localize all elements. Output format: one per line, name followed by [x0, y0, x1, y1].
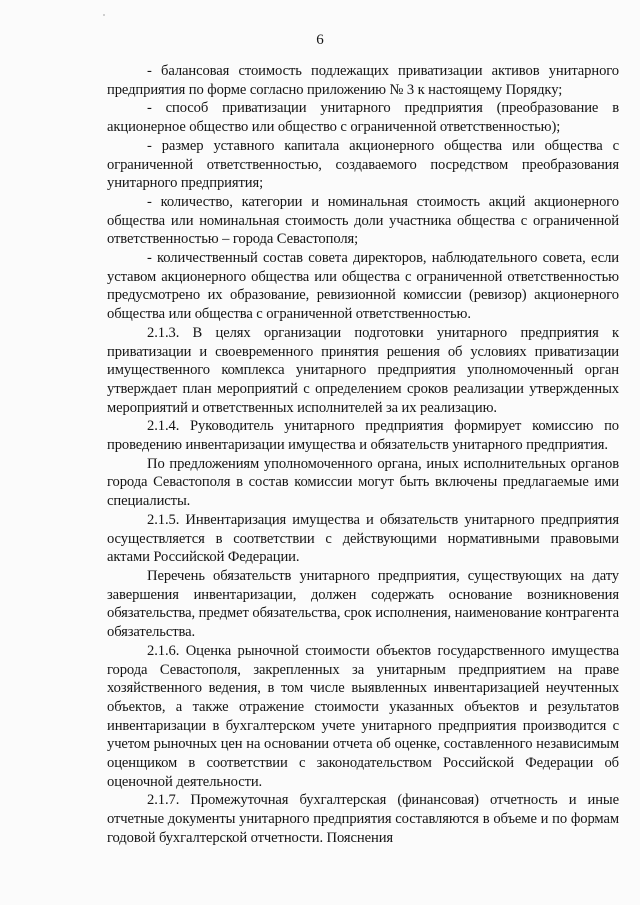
paragraph-obligations-list: Перечень обязательств унитарного предприятия, существующих на дату завершения инвентаризации, должен содержать основание возникновения обязательства, предмет обязательства, срок исполнения, наименование контрагента обязательства.	[107, 567, 619, 641]
page-number: 6	[316, 32, 324, 48]
paragraph-shares: - количество, категории и номинальная стоимость акций акционерного общества или номинальная стоимость доли участника общества с ограниченной ответственностью – города Севастополя;	[107, 193, 619, 248]
paragraph-commission-members: По предложениям уполномоченного органа, иных исполнительных органов города Севастополя в состав комиссии могут быть включены предлагаемые ими специалисты.	[107, 455, 619, 510]
paragraph-privatization-method: - способ приватизации унитарного предприятия (преобразование в акционерное общество или общество с ограниченной ответственностью);	[107, 100, 619, 136]
paragraph-2-1-4: 2.1.4. Руководитель унитарного предприятия формирует комиссию по проведению инвентаризации имущества и обязательств унитарного предприятия.	[107, 418, 619, 454]
paragraph-charter-capital: - размер уставного капитала акционерного общества или общества с ограниченной ответственностью, создаваемого посредством преобразования унитарного предприятия;	[107, 137, 619, 192]
paragraph-2-1-7: 2.1.7. Промежуточная бухгалтерская (финансовая) отчетность и иные отчетные документы унитарного предприятия составляются в объеме и по формам годовой бухгалтерской отчетности. Пояснения	[107, 792, 619, 846]
paragraph-balance-value: - балансовая стоимость подлежащих приватизации активов унитарного предприятия по форме согласно приложению № 3 к настоящему Порядку;	[107, 63, 619, 98]
scan-mark	[103, 14, 105, 16]
paragraph-2-1-6: 2.1.6. Оценка рыночной стоимости объектов государственного имущества города Севастополя, закрепленных за унитарным предприятием на праве хозяйственного ведения, в том числе выявленных инвентаризацией неучтенных объектов, а также отражение стоимости указанных объектов и результатов инвентаризации в бухгалтерском учете унитарного предприятия производится с учетом рыночных цен на основании отчета об оценке, составленного независимым оценщиком в соответствии с законодательством Российской Федерации об оценочной деятельности.	[107, 642, 619, 790]
paragraph-board-composition: - количественный состав совета директоров, наблюдательного совета, если уставом акционерного общества или общества с ограниченной ответственностью предусмотрено их образование, ревизионной комиссии (ревизор) акционерного общества или общества с ограниченной ответственностью.	[107, 250, 619, 323]
document-body	[107, 62, 619, 848]
paragraph-2-1-3: 2.1.3. В целях организации подготовки унитарного предприятия к приватизации и своевременного принятия решения об условиях приватизации имущественного комплекса унитарного предприятия уполномоченный орган утверждает план мероприятий с определением сроков реализации утвержденных мероприятий и ответственных исполнителей за их реализацию.	[107, 324, 619, 416]
paragraph-2-1-5: 2.1.5. Инвентаризация имущества и обязательств унитарного предприятия осуществляется в соответствии с действующими нормативными правовыми актами Российской Федерации.	[107, 511, 619, 566]
